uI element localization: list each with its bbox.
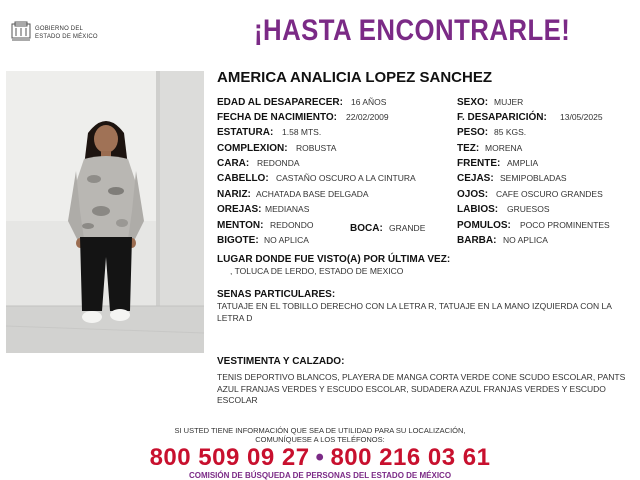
estatura-label: ESTATURA:: [217, 127, 274, 138]
cejas-value: SEMIPOBLADAS: [500, 173, 567, 183]
orejas-label: OREJAS:: [217, 204, 262, 215]
cara-label: CARA:: [217, 158, 250, 169]
phone-numbers: [0, 444, 640, 472]
nacimiento-value: 22/02/2009: [346, 112, 389, 122]
logo-text-line2: ESTADO DE MÉXICO: [35, 34, 98, 40]
sexo-value: MUJER: [494, 97, 524, 107]
cabello-value: CASTAÑO OSCURO A LA CINTURA: [276, 173, 416, 183]
edad-label: EDAD AL DESAPARECER:: [217, 97, 343, 108]
nariz-value: ACHATADA BASE DELGADA: [256, 189, 369, 199]
desaparicion-value: 13/05/2025: [560, 112, 603, 122]
labios-value: GRUESOS: [507, 204, 550, 214]
menton-value: REDONDO: [270, 220, 314, 230]
tez-label: TEZ:: [457, 143, 480, 154]
tez-value: MORENA: [485, 143, 523, 153]
peso-value: 85 KGS.: [494, 127, 527, 137]
logo-text-line1: GOBIERNO DEL: [35, 26, 84, 32]
ojos-label: OJOS:: [457, 189, 489, 200]
clothing-label: VESTIMENTA Y CALZADO:: [217, 356, 345, 367]
clothing-value: TENIS DEPORTIVO BLANCOS, PLAYERA DE MANGA CORTA VERDE CONE SCUDO ESCOLAR, PANTS AZUL FRANJAS VERDES Y ESCUDO ESCOLAR, SUDADERA AZUL FRANJAS VERDES Y ESCUDO ESCOLAR: [217, 372, 626, 405]
estatura-value: 1.58 MTS.: [282, 127, 322, 137]
missing-person-photo: [6, 71, 204, 353]
nariz-label: NARIZ:: [217, 189, 251, 200]
marks-label: SENAS PARTICULARES:: [217, 289, 336, 300]
sexo-label: SEXO:: [457, 97, 489, 108]
phone-separator: •: [315, 444, 325, 471]
orejas-value: MEDIANAS: [265, 204, 310, 214]
last-seen-value: , TOLUCA DE LERDO, ESTADO DE MEXICO: [230, 266, 404, 276]
complexion-label: COMPLEXION:: [217, 143, 288, 154]
state-coat-of-arms-icon: [10, 20, 32, 42]
edad-value: 16 AÑOS: [351, 97, 387, 107]
bigote-label: BIGOTE:: [217, 235, 259, 246]
complexion-value: ROBUSTA: [296, 143, 337, 153]
contact-line-2: COMUNÍQUESE A LOS TELÉFONOS:: [255, 435, 385, 444]
cejas-label: CEJAS:: [457, 173, 494, 184]
bigote-value: NO APLICA: [264, 235, 309, 245]
person-name: AMERICA ANALICIA LOPEZ SANCHEZ: [217, 69, 492, 86]
phone-2[interactable]: 800 216 03 61: [330, 444, 491, 471]
boca-label: BOCA:: [350, 223, 383, 234]
menton-label: MENTON:: [217, 220, 264, 231]
barba-value: NO APLICA: [503, 235, 548, 245]
nacimiento-label: FECHA DE NACIMIENTO:: [217, 112, 337, 123]
peso-label: PESO:: [457, 127, 489, 138]
boca-value: GRANDE: [389, 223, 426, 233]
labios-label: LABIOS:: [457, 204, 499, 215]
phone-1[interactable]: 800 509 09 27: [149, 444, 310, 471]
desaparicion-label: F. DESAPARICIÓN:: [457, 112, 547, 123]
commission-name: COMISIÓN DE BÚSQUEDA DE PERSONAS DEL ESTADO DE MÉXICO: [188, 471, 452, 480]
pomulos-label: POMULOS:: [457, 220, 511, 231]
contact-line-1: SI USTED TIENE INFORMACIÓN QUE SEA DE UTILIDAD PARA SU LOCALIZACIÓN,: [174, 426, 466, 435]
marks-value: TATUAJE EN EL TOBILLO DERECHO CON LA LETRA R, TATUAJE EN LA MANO IZQUIERDA CON LA LETRA D: [217, 301, 612, 323]
frente-value: AMPLIA: [507, 158, 539, 168]
pomulos-value: POCO PROMINENTES: [520, 220, 610, 230]
frente-label: FRENTE:: [457, 158, 501, 169]
government-logo: [10, 20, 120, 50]
headline: ¡HASTA ENCONTRARLE!: [254, 14, 571, 47]
cabello-label: CABELLO:: [217, 173, 269, 184]
barba-label: BARBA:: [457, 235, 497, 246]
ojos-value: CAFE OSCURO GRANDES: [496, 189, 603, 199]
cara-value: REDONDA: [257, 158, 300, 168]
last-seen-label: LUGAR DONDE FUE VISTO(A) POR ÚLTIMA VEZ:: [217, 254, 451, 265]
